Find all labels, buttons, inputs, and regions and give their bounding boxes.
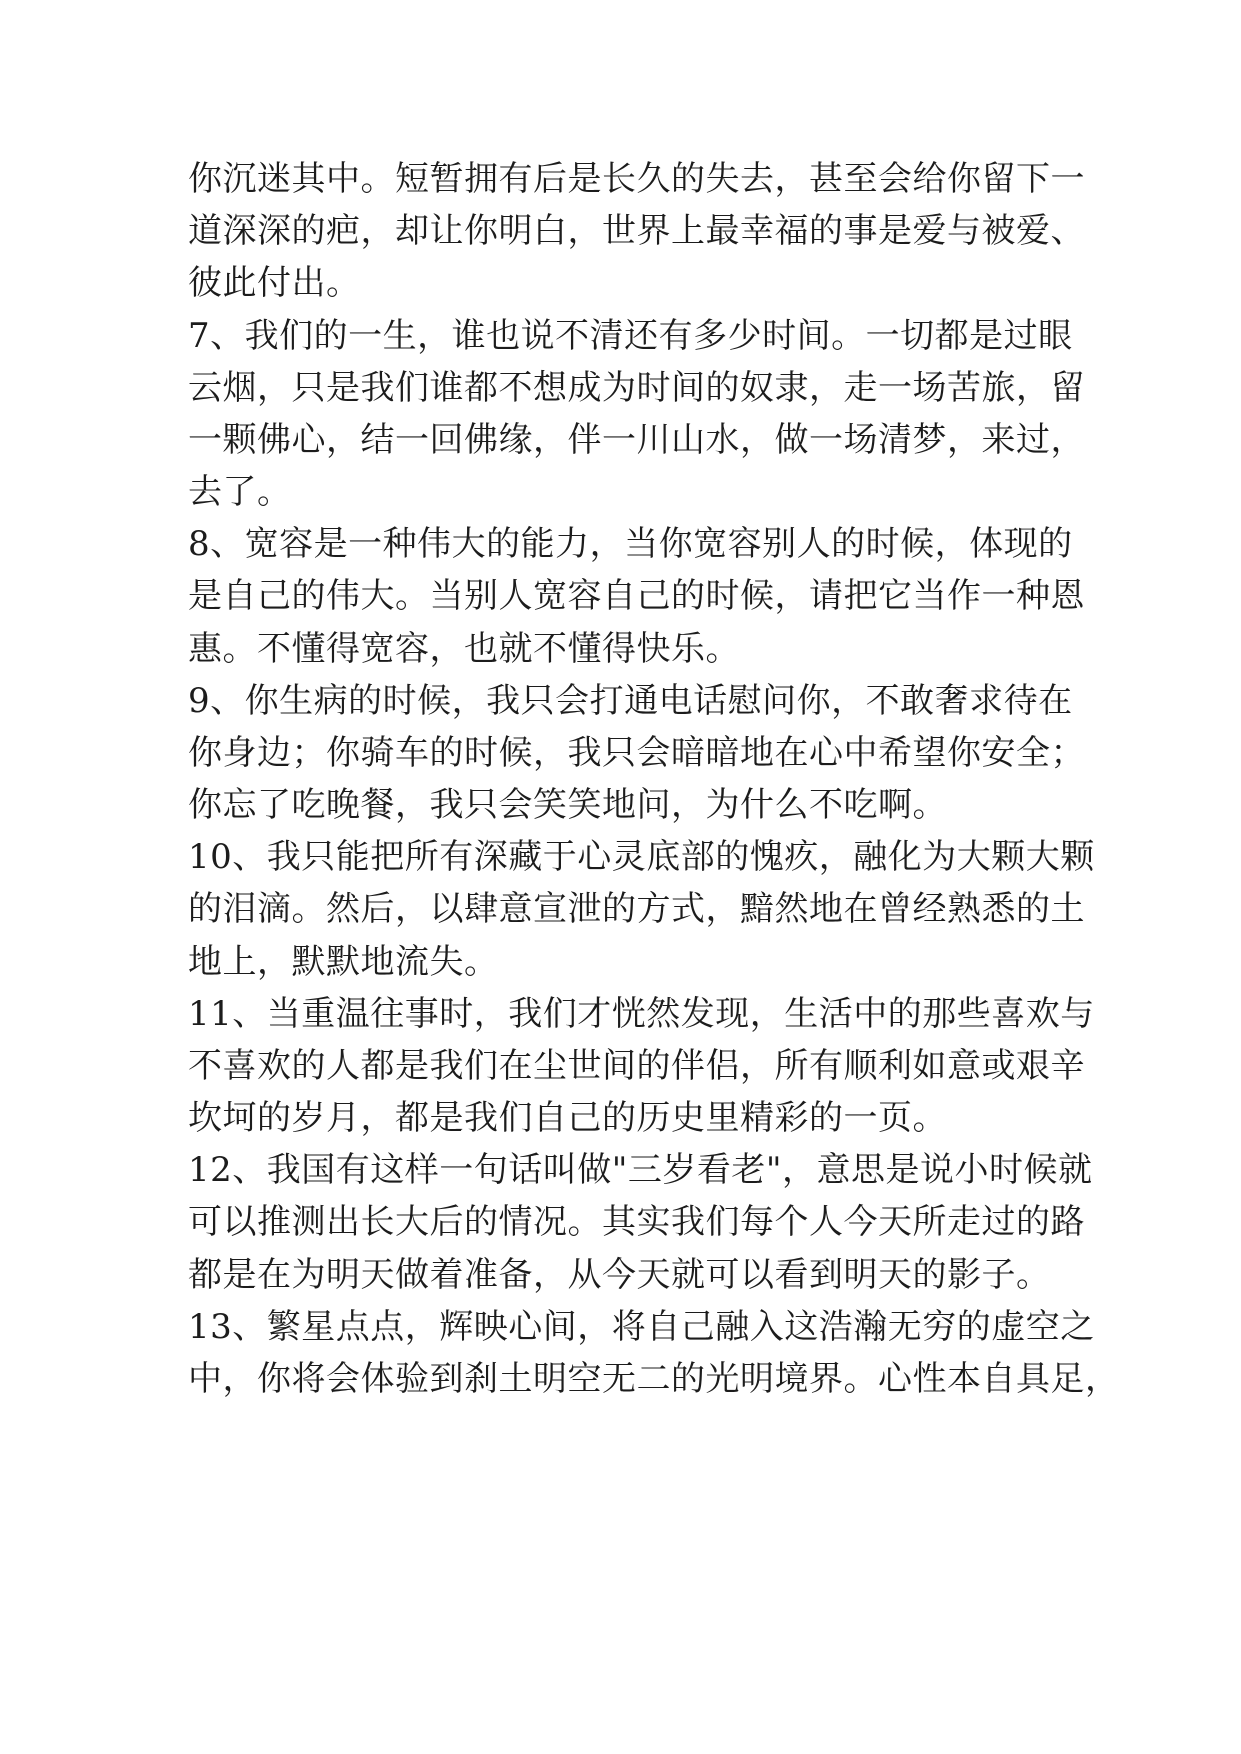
text-line: 地上，默默地流失。 (188, 942, 499, 982)
text-line: 你沉迷其中。短暂拥有后是长久的失去，甚至会给你留下一 (188, 159, 1085, 199)
text-line: 一颗佛心，结一回佛缘，伴一川山水，做一场清梦，来过， (188, 420, 1085, 460)
text-line: 云烟，只是我们谁都不想成为时间的奴隶，走一场苦旅，留 (188, 368, 1085, 408)
text-line: 彼此付出。 (188, 263, 361, 303)
text-line: 中，你将会体验到刹土明空无二的光明境界。心性本自具足， (188, 1359, 1120, 1399)
text-line: 是自己的伟大。当别人宽容自己的时候，请把它当作一种恩 (188, 576, 1085, 616)
text-line: 11、当重温往事时，我们才恍然发现，生活中的那些喜欢与 (188, 994, 1095, 1034)
text-line: 不喜欢的人都是我们在尘世间的伴侣，所有顺利如意或艰辛 (188, 1046, 1085, 1086)
text-line: 7、我们的一生，谁也说不清还有多少时间。一切都是过眼 (188, 316, 1073, 356)
text-line: 你身边；你骑车的时候，我只会暗暗地在心中希望你安全； (188, 733, 1085, 773)
text-line: 12、我国有这样一句话叫做"三岁看老"，意思是说小时候就 (188, 1150, 1093, 1190)
text-line: 10、我只能把所有深藏于心灵底部的愧疚，融化为大颗大颗 (188, 837, 1095, 877)
text-line: 惠。不懂得宽容，也就不懂得快乐。 (188, 629, 740, 669)
text-line: 13、繁星点点，辉映心间，将自己融入这浩瀚无穷的虚空之 (188, 1307, 1095, 1347)
text-line: 去了。 (188, 472, 292, 512)
text-line: 8、宽容是一种伟大的能力，当你宽容别人的时候，体现的 (188, 524, 1073, 564)
text-line: 你忘了吃晚餐，我只会笑笑地问，为什么不吃啊。 (188, 785, 947, 825)
text-line: 都是在为明天做着准备，从今天就可以看到明天的影子。 (188, 1255, 1051, 1295)
text-line: 9、你生病的时候，我只会打通电话慰问你，不敢奢求待在 (188, 681, 1073, 721)
text-line: 道深深的疤，却让你明白，世界上最幸福的事是爱与被爱、 (188, 211, 1085, 251)
text-line: 可以推测出长大后的情况。其实我们每个人今天所走过的路 (188, 1202, 1085, 1242)
text-line: 的泪滴。然后，以肆意宣泄的方式，黯然地在曾经熟悉的土 (188, 889, 1085, 929)
text-line: 坎坷的岁月，都是我们自己的历史里精彩的一页。 (188, 1098, 947, 1138)
